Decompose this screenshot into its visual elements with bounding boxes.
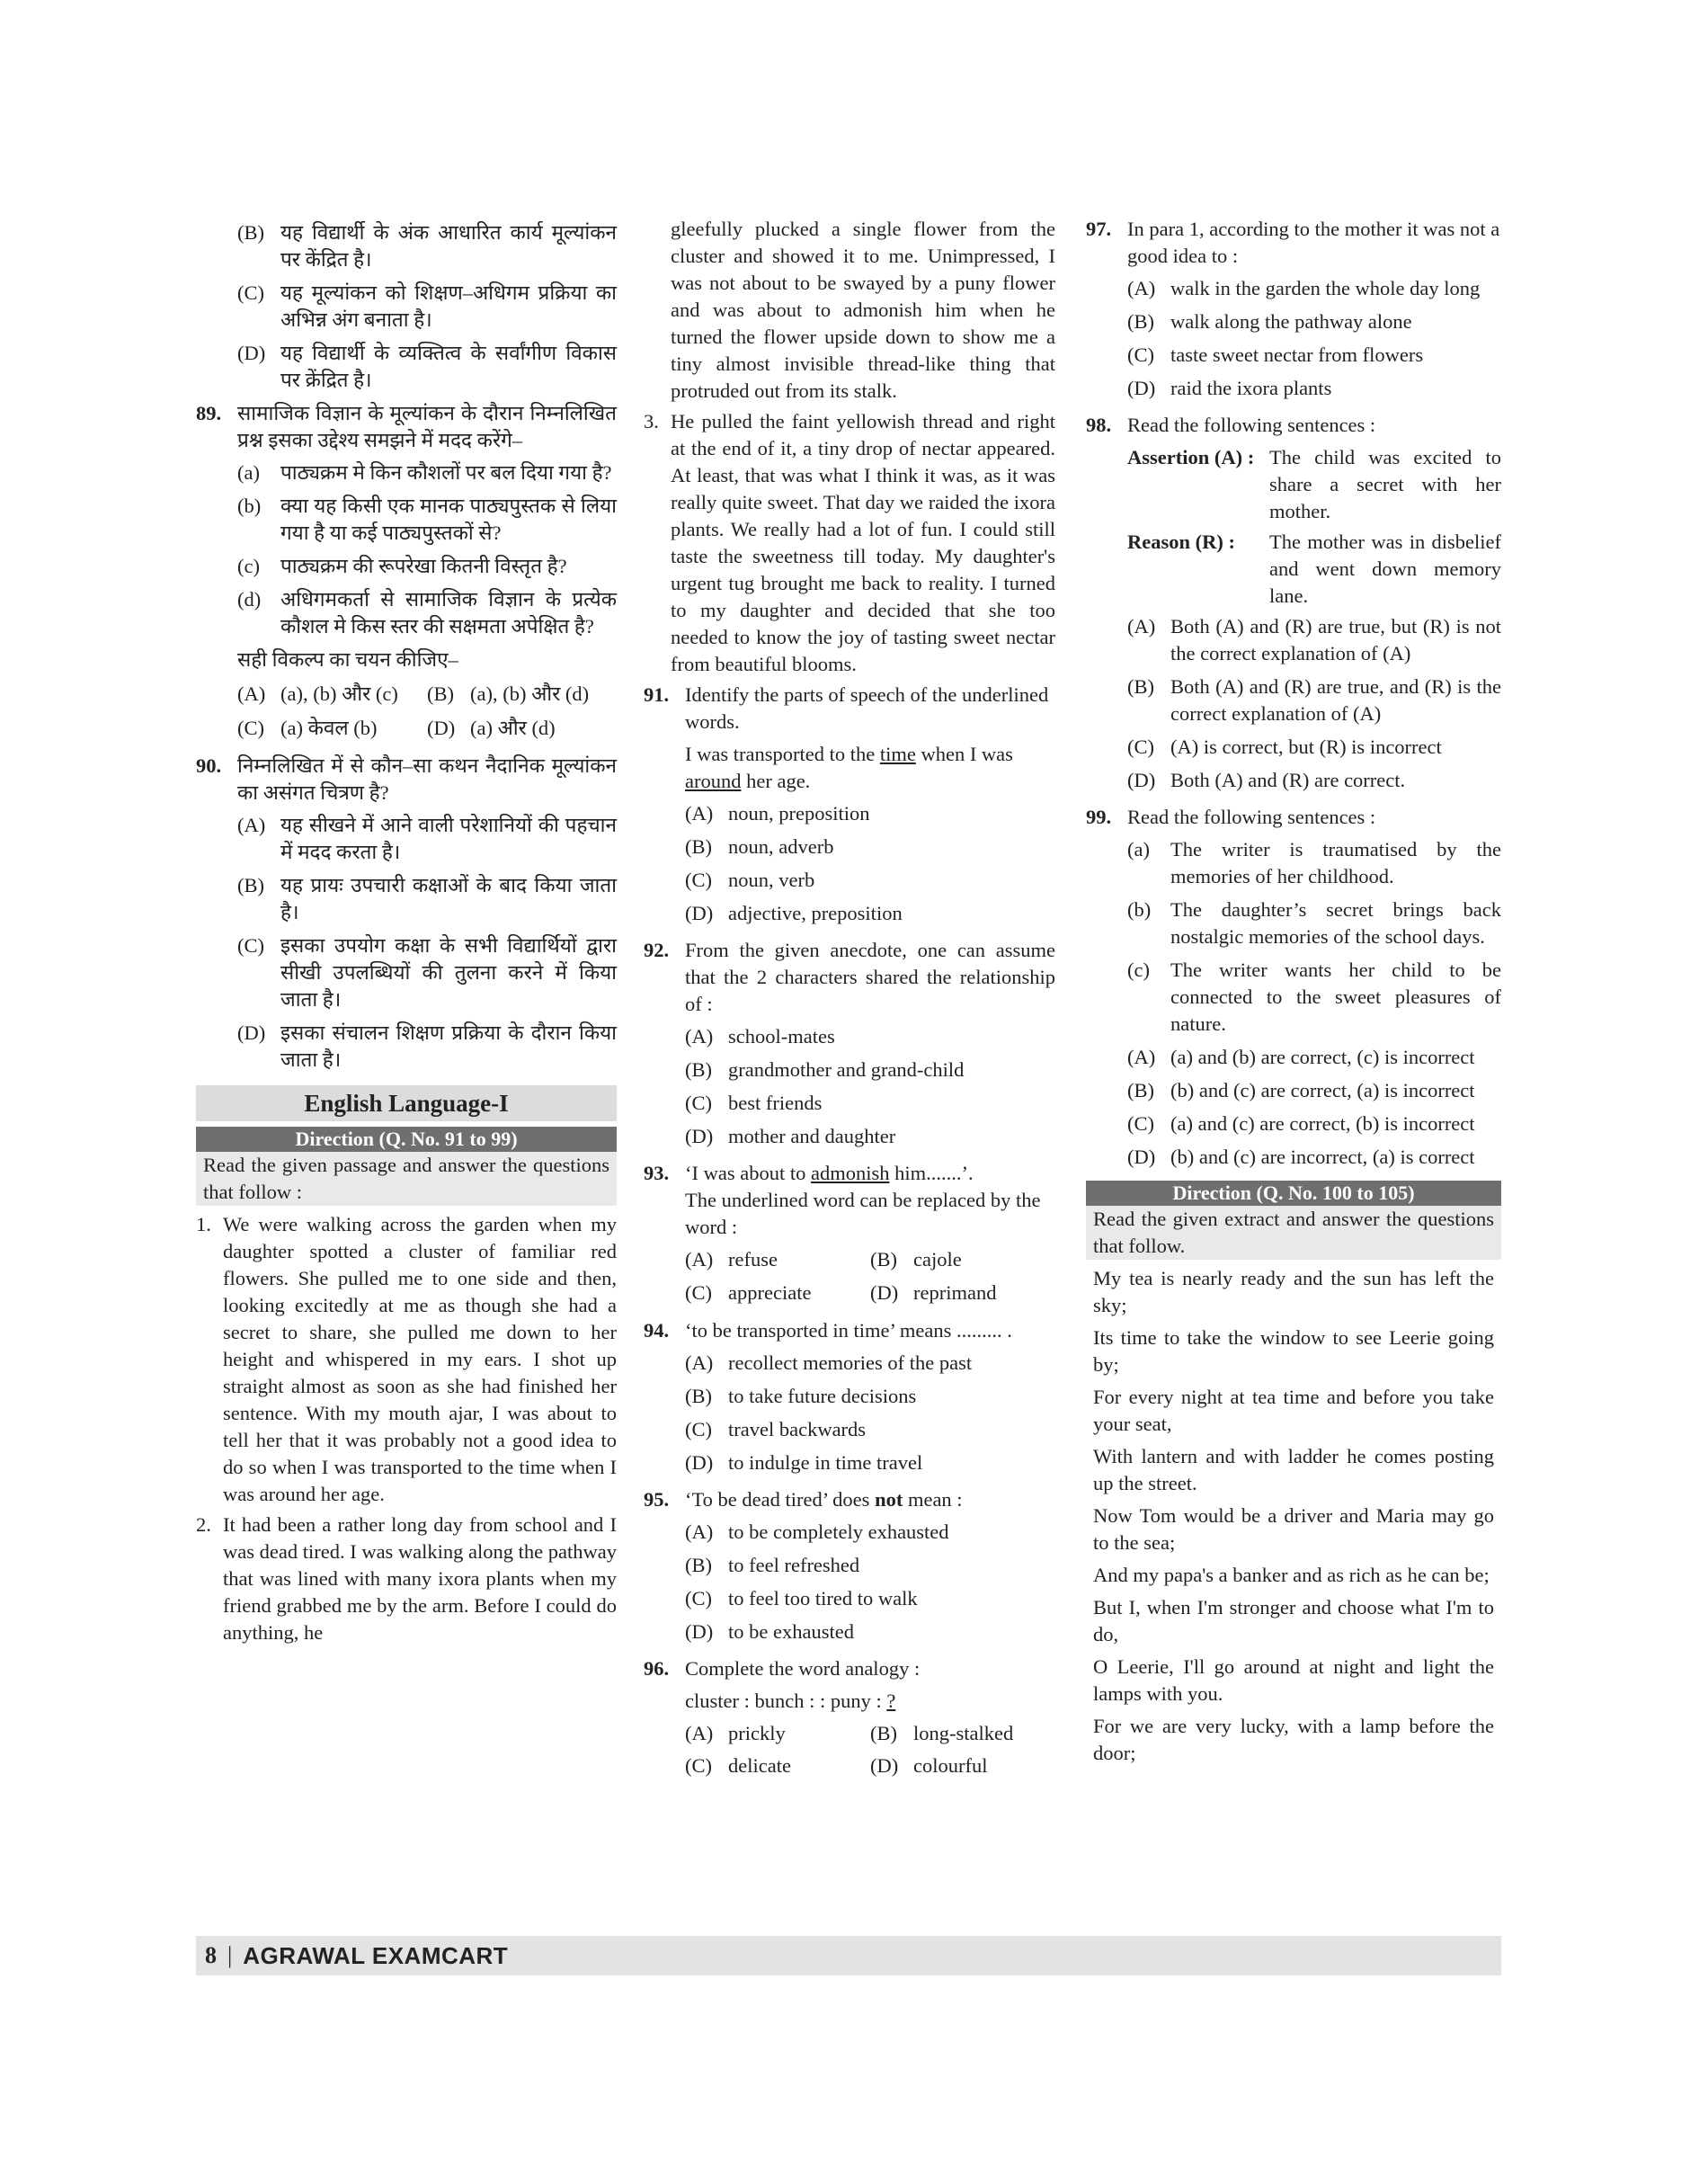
question-number: 99.	[1086, 806, 1112, 828]
q89-item-d	[237, 586, 617, 640]
q99-item-b: (b) The daughter’s secret brings back nostalgic memories of the school days.	[1127, 898, 1501, 948]
q92-option-b: (B) grandmother and grand-child	[685, 1058, 965, 1081]
option-text: यह विद्यार्थी के अंक आधारित कार्य मूल्यांकन पर केंद्रित है।	[280, 221, 617, 271]
q98-option-d: (D) Both (A) and (R) are correct.	[1127, 769, 1406, 791]
question-number: 97.	[1086, 218, 1112, 240]
q93-option-a: (A) refuse	[685, 1248, 778, 1271]
q95-option-c: (C) to feel too tired to walk	[685, 1587, 918, 1610]
para-number: 3.	[644, 410, 659, 432]
para-number: 1.	[196, 1213, 211, 1235]
question-stem: Read the following sentences :	[1127, 414, 1376, 436]
option-letter: (B)	[427, 682, 454, 705]
q92-option-a: (A) school-mates	[685, 1025, 835, 1048]
question-94	[644, 1317, 1055, 1483]
q96-option-a: (A) prickly	[685, 1722, 786, 1744]
q99-item-c: (c) The writer wants her child to be connected to the sweet pleasures of nature.	[1127, 959, 1501, 1035]
question-sentence: I was transported to the time when I was around her age.	[685, 743, 1013, 792]
q95-option-b: (B) to feel refreshed	[685, 1554, 860, 1576]
item-letter: (b)	[237, 495, 262, 517]
underlined-word: time	[879, 743, 916, 765]
question-number: 94.	[644, 1319, 670, 1342]
option-text: (a) केवल (b)	[280, 717, 378, 739]
para-number: 2.	[196, 1513, 211, 1536]
direction-header: Direction (Q. No. 91 to 99)	[196, 1127, 617, 1152]
direction-text: Read the given passage and answer the questions that follow :	[196, 1152, 617, 1206]
question-number: 92.	[644, 939, 670, 961]
question-90	[196, 753, 617, 1080]
para-text: gleefully plucked a single flower from the cluster and showed it to me. Unimpressed, I was not about to be swayed by a puny flower and was about to admonish him when he turned the flower upside down to show me a tiny almost invisible thread-like thing that protruded out from its stalk.	[671, 218, 1055, 402]
q97-option-b: (B) walk along the pathway alone	[1127, 310, 1412, 333]
q91-option-c: (C) noun, verb	[685, 869, 815, 891]
direction-text: Read the given extract and answer the questions that follow.	[1086, 1206, 1501, 1260]
analogy: cluster : bunch : : puny : ?	[685, 1690, 896, 1712]
q98-option-a: (A) Both (A) and (R) are true, but (R) is not the correct explanation of (A)	[1127, 615, 1501, 664]
q91-option-d: (D) adjective, preposition	[685, 902, 903, 924]
question-number: 90.	[196, 754, 222, 777]
passage-para-2	[196, 1511, 617, 1646]
q95-option-a: (A) to be completely exhausted	[685, 1520, 949, 1543]
poem-line: With lantern and with ladder he comes posting up the street.	[1093, 1445, 1494, 1494]
q89-option-a	[237, 681, 427, 708]
underlined-word: admonish	[810, 1162, 890, 1184]
section-title: English Language-I	[196, 1085, 617, 1121]
option-letter: (D)	[237, 1021, 266, 1044]
question-stem: ‘To be dead tired’ does not mean :	[685, 1488, 963, 1511]
option-letter: (B)	[237, 221, 264, 244]
q92-option-d: (D) mother and daughter	[685, 1125, 896, 1147]
q93-option-c: (C) appreciate	[685, 1281, 812, 1304]
q91-option-a: (A) noun, preposition	[685, 802, 870, 825]
q94-option-b: (B) to take future decisions	[685, 1385, 917, 1407]
q90-option-a	[237, 812, 617, 866]
q89-option-c	[237, 715, 427, 742]
q88-option-c	[237, 280, 617, 334]
q99-option-d: (D) (b) and (c) are incorrect, (a) is correct	[1127, 1146, 1475, 1168]
para-text: It had been a rather long day from school and I was dead tired. I was walking along the pathway that was lined with many ixora plants when my friend grabbed me by the arm. Before I could do anything, he	[223, 1513, 617, 1644]
q89-item-b	[237, 493, 617, 547]
question-number: 95.	[644, 1488, 670, 1511]
question-96	[644, 1655, 1055, 1779]
choose-instruction: सही विकल्प का चयन कीजिए–	[237, 648, 458, 671]
q99-option-c: (C) (a) and (c) are correct, (b) is incorrect	[1127, 1112, 1475, 1135]
q97-option-c: (C) taste sweet nectar from flowers	[1127, 343, 1424, 366]
q88-option-b	[237, 219, 617, 273]
q95-option-d: (D) to be exhausted	[685, 1620, 854, 1643]
question-stem: Read the following sentences :	[1127, 806, 1376, 828]
question-99	[1086, 804, 1501, 1177]
question-stem: ‘I was about to admonish him.......’.	[685, 1162, 974, 1184]
option-letter: (C)	[237, 281, 264, 304]
question-stem: ‘to be transported in time’ means ......... .	[685, 1319, 1012, 1342]
poem-line: Its time to take the window to see Leerie going by;	[1093, 1326, 1494, 1376]
option-letter: (A)	[237, 682, 266, 705]
poem-line: For we are very lucky, with a lamp before the door;	[1093, 1715, 1494, 1764]
column-2	[644, 216, 1055, 1783]
option-letter: (C)	[237, 934, 264, 957]
option-text: यह सीखने में आने वाली परेशानियों की पहचान में मदद करता है।	[280, 814, 617, 863]
column-3	[1086, 216, 1501, 1772]
poem-line: Now Tom would be a driver and Maria may go to the sea;	[1093, 1504, 1494, 1554]
item-letter: (a)	[237, 461, 260, 484]
para-text: We were walking across the garden when my daughter spotted a cluster of familiar red flowers. She pulled me to one side and then, looking excitedly at me as though she had a secret to share, she pulled me down to her height and whispered in my ears. I shot up straight almost as soon as she had finished her sentence. With my mouth ajar, I was about to tell her that it was probably not a good idea to do so when I was transported to the time when I was around her age.	[223, 1213, 617, 1505]
question-stem: Identify the parts of speech of the underlined words.	[685, 683, 1049, 733]
q99-option-a: (A) (a) and (b) are correct, (c) is incorrect	[1127, 1046, 1475, 1068]
poem-line: For every night at tea time and before you take your seat,	[1093, 1386, 1494, 1435]
direction-header: Direction (Q. No. 100 to 105)	[1086, 1181, 1501, 1206]
q96-option-b: (B) long-stalked	[870, 1722, 1014, 1744]
para-text: He pulled the faint yellowish thread and right at the end of it, a tiny drop of nectar appeared. At least, that was what I think it was, as it was really quite sweet. That day we raided the ixora plants. We really had a lot of fun. I could still taste the sweetness till today. My daughter's urgent tug brought me back to reality. I turned to my daughter and decided that she too needed to know the joy of tasting sweet nectar from beautiful blooms.	[671, 410, 1055, 675]
q90-option-c	[237, 932, 617, 1013]
q97-option-d: (D) raid the ixora plants	[1127, 377, 1332, 399]
option-letter: (C)	[237, 717, 264, 739]
q93-option-d: (D) reprimand	[870, 1281, 997, 1304]
q94-option-d: (D) to indulge in time travel	[685, 1451, 923, 1474]
question-number: 89.	[196, 402, 222, 424]
underlined-word: around	[685, 770, 742, 792]
q89-item-a	[237, 459, 617, 486]
item-text: अधिगमकर्ता से सामाजिक विज्ञान के प्रत्येक कौशल मे किस स्तर की सक्षमता अपेक्षित है?	[280, 588, 617, 638]
item-letter: (d)	[237, 588, 262, 611]
question-stem: Complete the word analogy :	[685, 1657, 921, 1680]
q99-item-a: (a) The writer is traumatised by the memories of her childhood.	[1127, 838, 1501, 887]
page-number: 8	[205, 1942, 217, 1968]
q88-option-d	[237, 340, 617, 394]
option-text: (a), (b) और (d)	[470, 682, 590, 705]
q89-item-c	[237, 553, 617, 580]
poem-line: But I, when I'm stronger and choose what I'm to do,	[1093, 1596, 1494, 1645]
option-letter: (A)	[237, 814, 266, 836]
question-number: 98.	[1086, 414, 1112, 436]
passage-para-2-continued	[644, 216, 1055, 405]
question-number: 96.	[644, 1657, 670, 1680]
option-text: (a) और (d)	[470, 717, 556, 739]
passage-para-3	[644, 408, 1055, 678]
item-text: क्या यह किसी एक मानक पाठ्यपुस्तक से लिया गया है या कई पाठ्यपुस्तकों से?	[280, 495, 617, 544]
q98-option-c: (C) (A) is correct, but (R) is incorrect	[1127, 736, 1442, 758]
question-98	[1086, 412, 1501, 800]
question-97	[1086, 216, 1501, 408]
reason: Reason (R) : The mother was in disbelief and went down memory lane.	[1127, 531, 1501, 607]
question-95	[644, 1486, 1055, 1652]
option-letter: (D)	[427, 717, 456, 739]
option-text: इसका संचालन शिक्षण प्रक्रिया के दौरान किया जाता है।	[280, 1021, 617, 1071]
q91-option-b: (B) noun, adverb	[685, 835, 834, 858]
q94-option-c: (C) travel backwards	[685, 1418, 867, 1440]
question-93	[644, 1160, 1055, 1314]
assertion: Assertion (A) : The child was excited to share a secret with her mother.	[1127, 446, 1501, 522]
brand-logo: AGRAWAL EXAMCART	[243, 1941, 509, 1969]
question-number: 93.	[644, 1162, 670, 1184]
question-stem: निम्नलिखित में से कौन–सा कथन नैदानिक मूल्यांकन का असंगत चित्रण है?	[237, 754, 617, 804]
poem-line: My tea is nearly ready and the sun has left the sky;	[1093, 1267, 1494, 1316]
question-stem: In para 1, according to the mother it was not a good idea to :	[1127, 218, 1500, 267]
option-text: (a), (b) और (c)	[280, 682, 398, 705]
q96-option-d: (D) colourful	[870, 1754, 988, 1777]
question-89	[196, 400, 617, 749]
option-letter: (D)	[237, 342, 266, 364]
q88-options	[196, 219, 617, 394]
option-text: यह मूल्यांकन को शिक्षण–अधिगम प्रक्रिया का अभिन्न अंग बनाता है।	[280, 281, 617, 331]
poem-line: And my papa's a banker and as rich as he can be;	[1093, 1564, 1490, 1586]
q93-option-b: (B) cajole	[870, 1248, 962, 1271]
item-letter: (c)	[237, 555, 260, 577]
poem-extract	[1086, 1265, 1501, 1767]
item-text: पाठ्यक्रम मे किन कौशलों पर बल दिया गया है?	[280, 461, 612, 484]
question-stem-2: The underlined word can be replaced by the word :	[685, 1189, 1041, 1238]
q92-option-c: (C) best friends	[685, 1092, 823, 1114]
q94-option-a: (A) recollect memories of the past	[685, 1351, 973, 1374]
question-91	[644, 682, 1055, 933]
question-stem: From the given anecdote, one can assume that the 2 characters shared the relationship of :	[685, 939, 1055, 1015]
blank: ?	[886, 1690, 896, 1712]
q90-option-d	[237, 1020, 617, 1074]
passage-para-1	[196, 1211, 617, 1508]
option-letter: (B)	[237, 874, 264, 896]
footer-separator: |	[227, 1942, 233, 1968]
page-footer	[196, 1936, 1501, 1975]
q97-option-a: (A) walk in the garden the whole day long	[1127, 277, 1481, 299]
question-92	[644, 937, 1055, 1156]
q90-option-b	[237, 872, 617, 926]
option-text: यह प्रायः उपचारी कक्षाओं के बाद किया जाता है।	[280, 874, 617, 923]
option-text: यह विद्यार्थी के व्यक्तित्व के सर्वांगीण विकास पर क्रेंद्रित है।	[280, 342, 617, 391]
option-text: इसका उपयोग कक्षा के सभी विद्यार्थियों द्वारा सीखी उपलब्धियों की तुलना करने में किया जाता है।	[280, 934, 617, 1011]
q98-option-b: (B) Both (A) and (R) are true, and (R) is the correct explanation of (A)	[1127, 675, 1501, 725]
q89-option-d	[427, 715, 617, 742]
poem-line: O Leerie, I'll go around at night and light the lamps with you.	[1093, 1655, 1494, 1705]
q89-option-b	[427, 681, 617, 708]
question-number: 91.	[644, 683, 670, 706]
column-1	[196, 216, 617, 1650]
item-text: पाठ्यक्रम की रूपरेखा कितनी विस्तृत है?	[280, 555, 567, 577]
q99-option-b: (B) (b) and (c) are correct, (a) is incorrect	[1127, 1079, 1475, 1101]
question-stem: सामाजिक विज्ञान के मूल्यांकन के दौरान निम्नलिखित प्रश्न इसका उद्देश्य समझने में मदद करेंगे–	[237, 402, 617, 451]
q96-option-c: (C) delicate	[685, 1754, 791, 1777]
